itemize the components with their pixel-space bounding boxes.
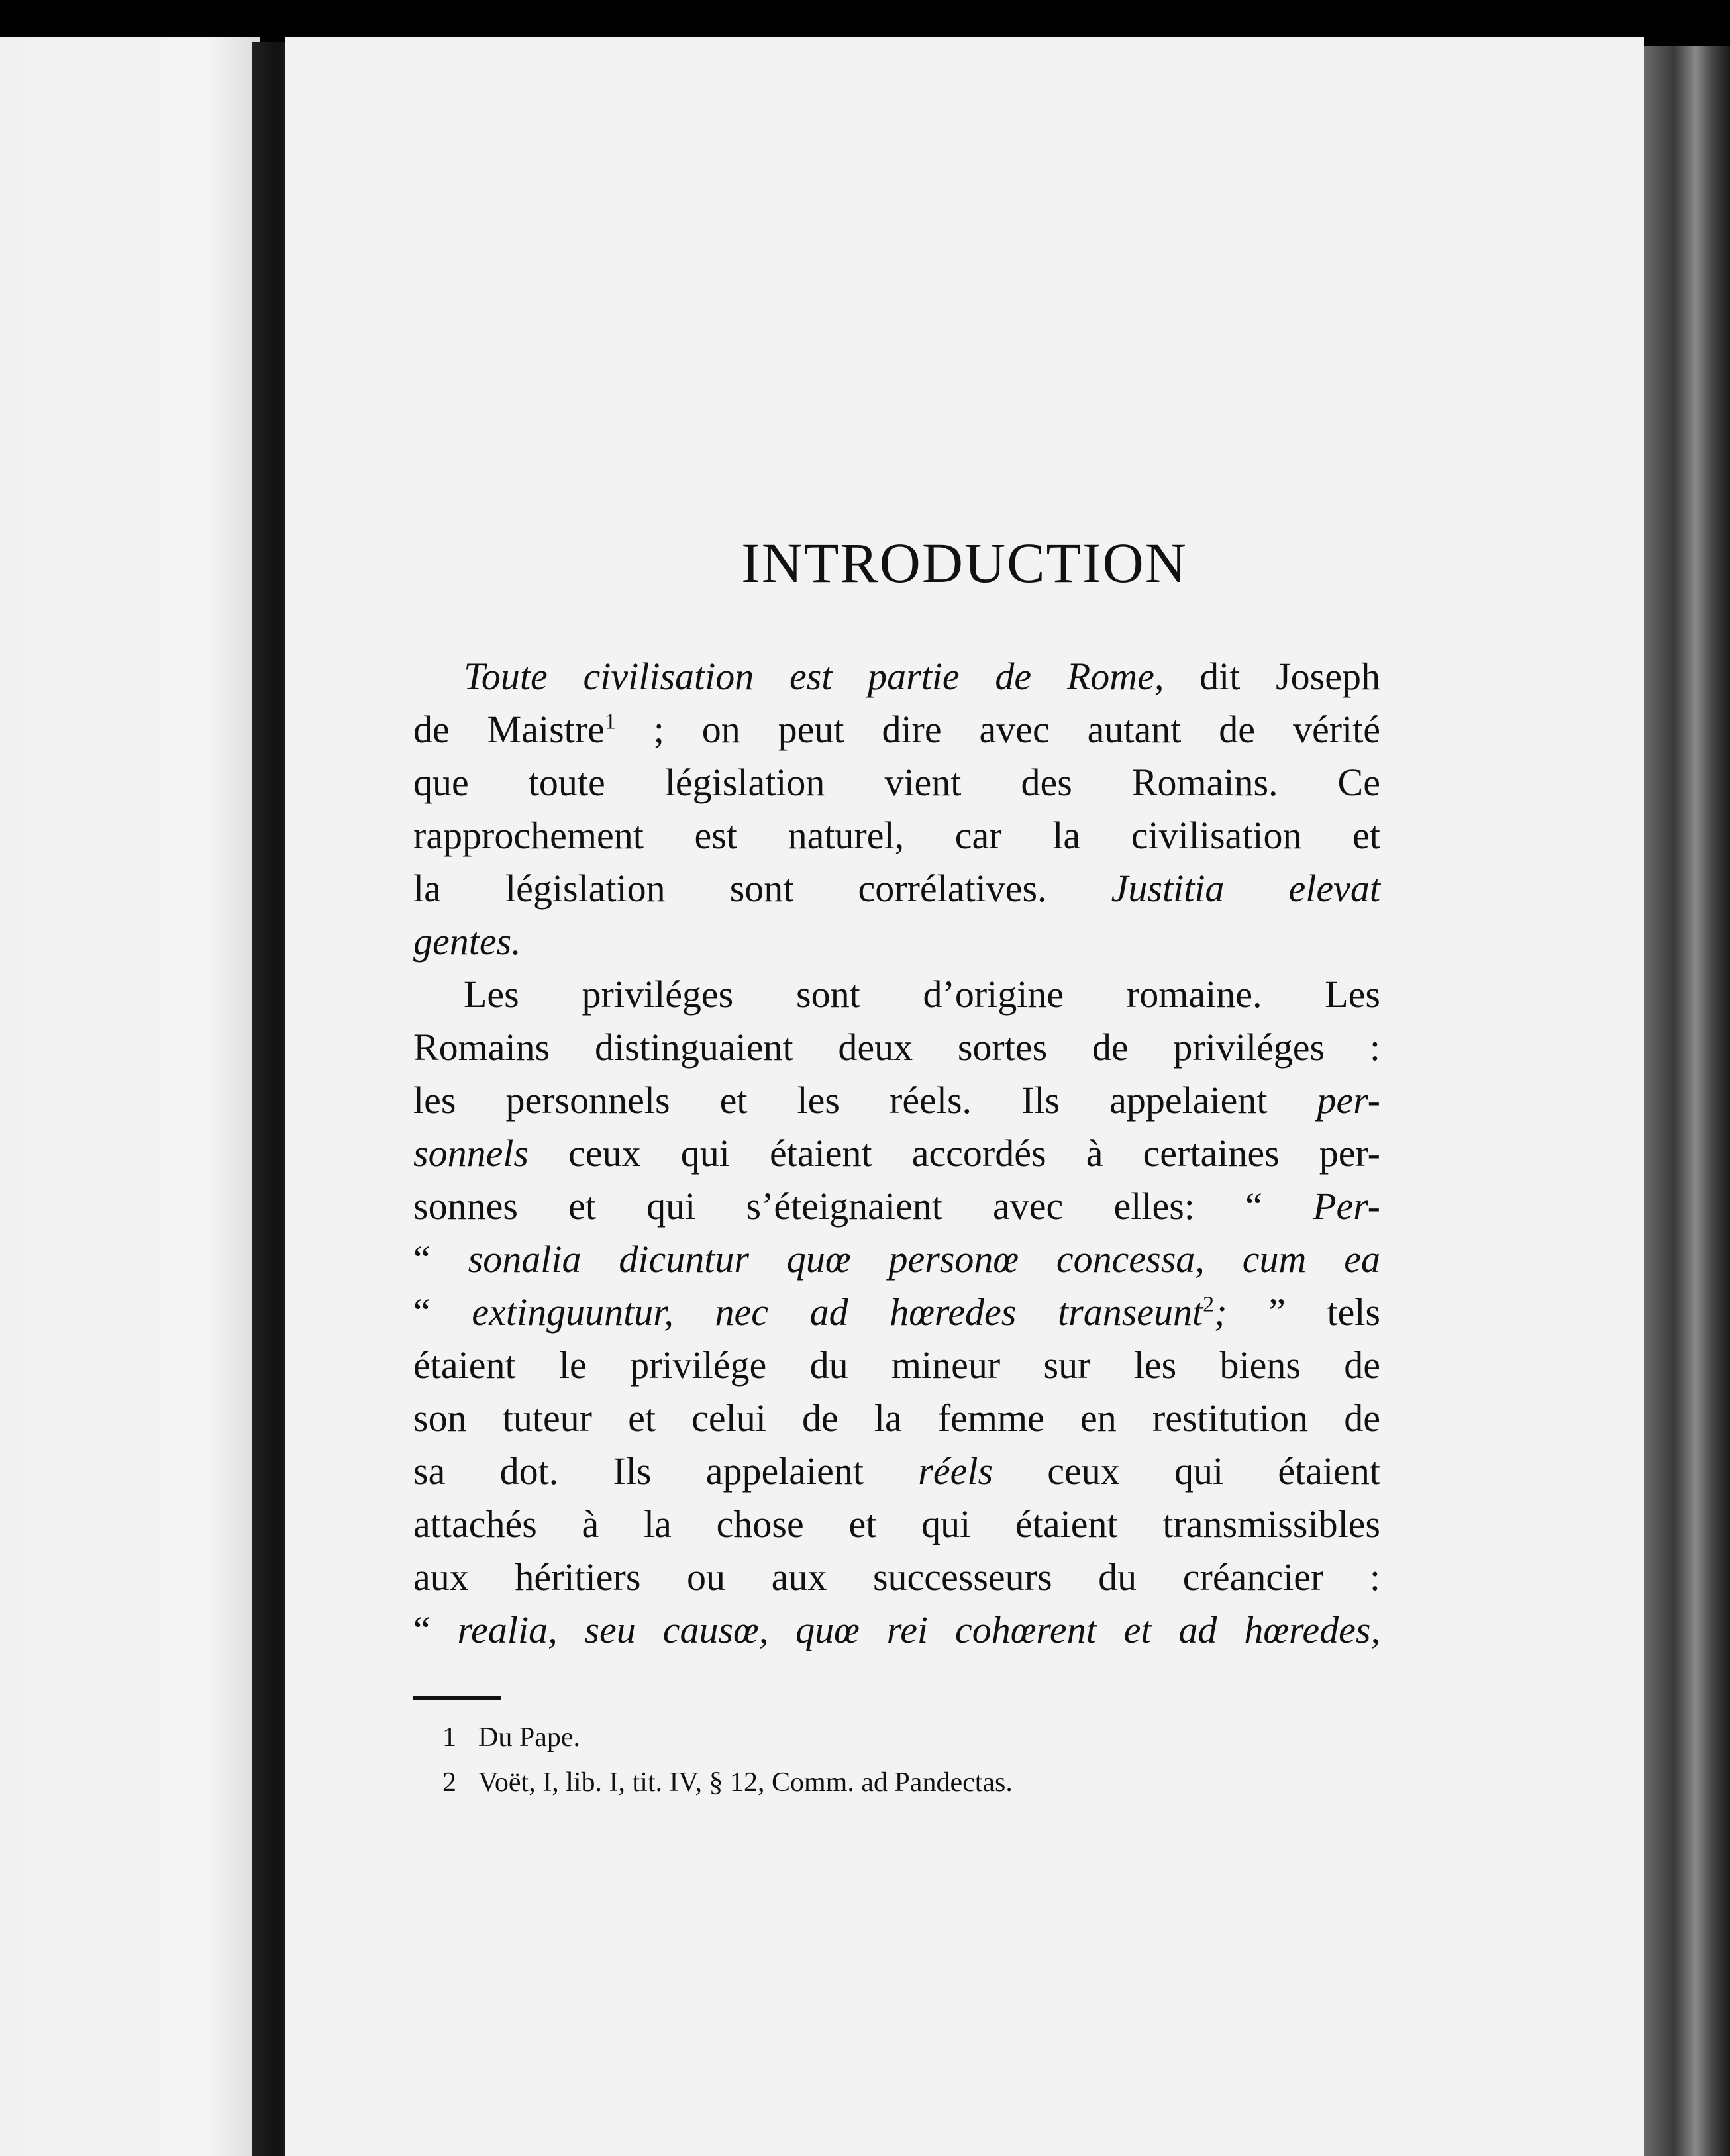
italic-phrase: per-: [1317, 1079, 1380, 1122]
italic-phrase: sonalia dicuntur quœ personœ concessa, cum ea: [468, 1238, 1381, 1281]
text-line: [413, 1074, 1380, 1127]
footnote-divider: [413, 1696, 501, 1700]
text-line: rapprochement est naturel, car la civilisation et: [413, 814, 1380, 857]
footnote-2: [442, 1760, 1013, 1805]
italic-phrase: ;: [1214, 1291, 1227, 1334]
text-span: ceux qui étaient accordés à certaines per-: [529, 1132, 1380, 1175]
text-line: [413, 915, 1380, 968]
text-span: dit Joseph: [1164, 655, 1380, 698]
text-span: de Maistre: [413, 708, 605, 751]
footnote-text: Du Pape.: [478, 1722, 580, 1753]
footnote-text: Voët, I, lib. I, tit. IV, § 12, Comm. ad Pandectas.: [478, 1767, 1013, 1798]
italic-phrase: réels: [918, 1449, 993, 1493]
text-line: aux héritiers ou aux successeurs du créancier :: [413, 1555, 1380, 1598]
footnote-1: [442, 1715, 1013, 1760]
text-line: que toute législation vient des Romains. Ce: [413, 761, 1380, 804]
italic-phrase: extinguuntur, nec ad hœredes transeunt: [472, 1291, 1203, 1334]
text-line: [413, 1604, 1380, 1657]
text-span: “: [413, 1291, 472, 1334]
text-span: ” tels: [1227, 1291, 1380, 1334]
text-line: [413, 1445, 1380, 1498]
italic-phrase: sonnels: [413, 1132, 529, 1175]
text-line: [413, 1286, 1380, 1339]
paragraph-2: [413, 968, 1380, 1657]
italic-phrase: gentes.: [413, 920, 521, 963]
footnote-number: 2: [442, 1767, 456, 1798]
text-span: sonnes et qui s’éteignaient avec elles: “: [413, 1185, 1313, 1228]
text-span: les personnels et les réels. Ils appelaient: [413, 1079, 1317, 1122]
text-line: [413, 1127, 1380, 1180]
page-edge: [1644, 46, 1730, 2156]
text-span: la législation sont corrélatives.: [413, 867, 1111, 910]
text-span: sa dot. Ils appelaient: [413, 1449, 919, 1493]
text-line: Romains distinguaient deux sortes de priviléges :: [413, 1026, 1380, 1069]
italic-phrase: Per-: [1313, 1185, 1380, 1228]
text-line: [413, 1233, 1380, 1286]
text-span: “: [413, 1238, 468, 1281]
footnotes: [442, 1715, 1013, 1805]
facing-page: [0, 37, 260, 2156]
text-span: ceux qui étaient: [993, 1449, 1380, 1493]
paragraph-1: [413, 650, 1380, 968]
text-line: [413, 650, 1380, 703]
text-span: ; on peut dire avec autant de vérité: [615, 708, 1380, 751]
italic-phrase: Toute civilisation est partie de Rome,: [464, 655, 1164, 698]
footnote-ref-1[interactable]: 1: [604, 709, 616, 734]
text-line: [413, 862, 1380, 915]
page-title: INTRODUCTION: [741, 531, 1188, 595]
text-line: Les priviléges sont d’origine romaine. Les: [464, 973, 1380, 1016]
footnote-number: 1: [442, 1722, 456, 1753]
italic-phrase: realia, seu causœ, quœ rei cohœrent et ad hœredes,: [457, 1608, 1380, 1651]
text-line: son tuteur et celui de la femme en restitution de: [413, 1396, 1380, 1440]
text-line: [413, 1180, 1380, 1233]
text-line: attachés à la chose et qui étaient transmissibles: [413, 1502, 1380, 1545]
body-text: [413, 650, 1380, 1657]
italic-phrase: Justitia elevat: [1111, 867, 1381, 910]
text-line: [413, 703, 1380, 756]
text-span: “: [413, 1608, 458, 1651]
text-line: étaient le privilége du mineur sur les biens de: [413, 1344, 1380, 1387]
footnote-ref-2[interactable]: 2: [1203, 1292, 1215, 1317]
